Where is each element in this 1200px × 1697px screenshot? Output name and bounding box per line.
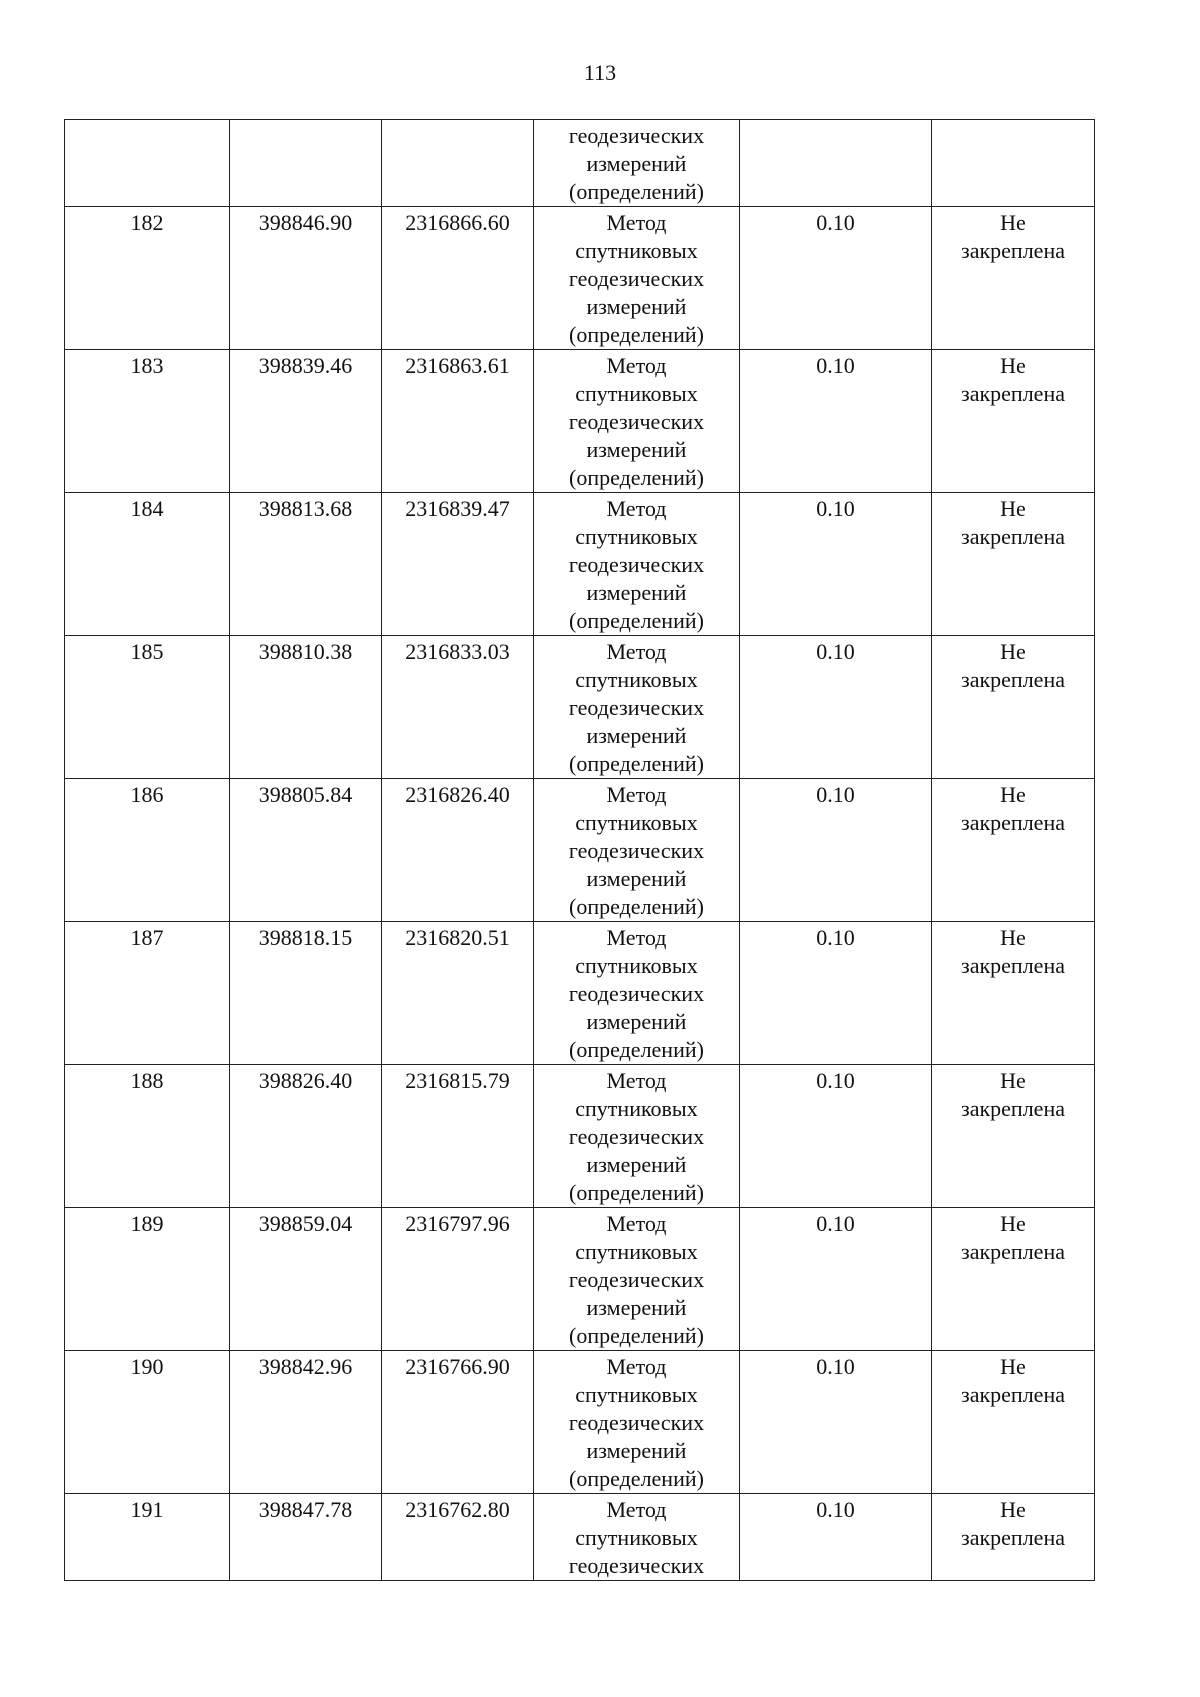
cell-accuracy: 0.10	[740, 1208, 932, 1351]
cell-x-coordinate: 398842.96	[230, 1351, 382, 1494]
fixing-line: закреплена	[961, 953, 1065, 978]
method-line: (определений)	[569, 322, 704, 347]
cell-accuracy	[740, 120, 932, 207]
cell-fixing	[932, 636, 1095, 779]
method-line: геодезических	[568, 1124, 705, 1149]
method-line: геодезических	[568, 1267, 705, 1292]
method-line: Метод	[606, 1354, 667, 1379]
table-row	[65, 636, 1095, 779]
method-line: (определений)	[569, 751, 704, 776]
cell-accuracy: 0.10	[740, 1351, 932, 1494]
fixing-line: закреплена	[961, 524, 1065, 549]
cell-y-coordinate: 2316866.60	[382, 207, 534, 350]
method-line: (определений)	[569, 465, 704, 490]
cell-x-coordinate	[230, 120, 382, 207]
cell-fixing	[932, 493, 1095, 636]
cell-y-coordinate: 2316826.40	[382, 779, 534, 922]
method-line: измерений	[586, 1438, 687, 1463]
cell-y-coordinate: 2316863.61	[382, 350, 534, 493]
cell-method	[534, 1065, 740, 1208]
page-number: 113	[583, 60, 617, 85]
cell-x-coordinate: 398810.38	[230, 636, 382, 779]
cell-accuracy: 0.10	[740, 1494, 932, 1581]
cell-fixing	[932, 1494, 1095, 1581]
fixing-line: Не	[1000, 1068, 1026, 1093]
fixing-line: закреплена	[961, 1525, 1065, 1550]
cell-point-number	[65, 120, 230, 207]
fixing-line: Не	[1000, 782, 1026, 807]
method-line: Метод	[606, 925, 667, 950]
cell-method	[534, 779, 740, 922]
cell-fixing	[932, 1208, 1095, 1351]
cell-x-coordinate: 398859.04	[230, 1208, 382, 1351]
method-line: Метод	[606, 782, 667, 807]
cell-y-coordinate: 2316833.03	[382, 636, 534, 779]
cell-accuracy: 0.10	[740, 493, 932, 636]
cell-accuracy: 0.10	[740, 922, 932, 1065]
method-line: измерений	[586, 866, 687, 891]
cell-method	[534, 1208, 740, 1351]
fixing-line: закреплена	[961, 667, 1065, 692]
cell-fixing	[932, 120, 1095, 207]
cell-y-coordinate: 2316797.96	[382, 1208, 534, 1351]
cell-fixing	[932, 350, 1095, 493]
method-line: геодезических	[568, 1553, 705, 1578]
table-row	[65, 493, 1095, 636]
method-line: спутниковых	[575, 1096, 698, 1121]
cell-fixing	[932, 922, 1095, 1065]
method-line: спутниковых	[575, 810, 698, 835]
cell-fixing	[932, 1065, 1095, 1208]
method-line: геодезических	[568, 838, 705, 863]
method-line: геодезических	[568, 981, 705, 1006]
table-row	[65, 207, 1095, 350]
method-line: измерений	[586, 580, 687, 605]
cell-method	[534, 120, 740, 207]
method-line: измерений	[586, 151, 687, 176]
cell-point-number: 186	[65, 779, 230, 922]
fixing-line: Не	[1000, 210, 1026, 235]
method-line: геодезических	[568, 409, 705, 434]
cell-y-coordinate: 2316820.51	[382, 922, 534, 1065]
cell-point-number: 184	[65, 493, 230, 636]
cell-method	[534, 207, 740, 350]
method-line: геодезических	[568, 266, 705, 291]
method-line: спутниковых	[575, 381, 698, 406]
cell-method	[534, 1494, 740, 1581]
cell-point-number: 187	[65, 922, 230, 1065]
method-line: геодезических	[568, 695, 705, 720]
method-line: измерений	[586, 437, 687, 462]
table-row	[65, 1065, 1095, 1208]
cell-point-number: 190	[65, 1351, 230, 1494]
cell-x-coordinate: 398847.78	[230, 1494, 382, 1581]
method-line: спутниковых	[575, 524, 698, 549]
method-line: измерений	[586, 723, 687, 748]
cell-fixing	[932, 779, 1095, 922]
method-line: спутниковых	[575, 238, 698, 263]
fixing-line: закреплена	[961, 238, 1065, 263]
method-line: измерений	[586, 294, 687, 319]
fixing-line: Не	[1000, 639, 1026, 664]
cell-y-coordinate: 2316839.47	[382, 493, 534, 636]
table-row	[65, 1208, 1095, 1351]
cell-point-number: 188	[65, 1065, 230, 1208]
cell-x-coordinate: 398826.40	[230, 1065, 382, 1208]
method-line: спутниковых	[575, 667, 698, 692]
fixing-line: Не	[1000, 353, 1026, 378]
method-line: (определений)	[569, 1466, 704, 1491]
cell-method	[534, 1351, 740, 1494]
method-line: (определений)	[569, 608, 704, 633]
table-row	[65, 779, 1095, 922]
method-line: геодезических	[568, 552, 705, 577]
cell-x-coordinate: 398818.15	[230, 922, 382, 1065]
cell-x-coordinate: 398839.46	[230, 350, 382, 493]
cell-y-coordinate: 2316762.80	[382, 1494, 534, 1581]
fixing-line: закреплена	[961, 381, 1065, 406]
method-line: спутниковых	[575, 1239, 698, 1264]
fixing-line: закреплена	[961, 1382, 1065, 1407]
fixing-line: Не	[1000, 1354, 1026, 1379]
method-line: геодезических	[568, 123, 705, 148]
method-line: измерений	[586, 1295, 687, 1320]
cell-accuracy: 0.10	[740, 1065, 932, 1208]
cell-method	[534, 922, 740, 1065]
cell-accuracy: 0.10	[740, 207, 932, 350]
cell-point-number: 185	[65, 636, 230, 779]
method-line: измерений	[586, 1152, 687, 1177]
fixing-line: Не	[1000, 925, 1026, 950]
fixing-line: Не	[1000, 1211, 1026, 1236]
method-line: (определений)	[569, 894, 704, 919]
method-line: спутниковых	[575, 1382, 698, 1407]
method-line: Метод	[606, 1068, 667, 1093]
method-line: спутниковых	[575, 1525, 698, 1550]
table-row	[65, 350, 1095, 493]
cell-x-coordinate: 398805.84	[230, 779, 382, 922]
method-line: измерений	[586, 1009, 687, 1034]
cell-accuracy: 0.10	[740, 636, 932, 779]
cell-method	[534, 636, 740, 779]
coordinates-table	[64, 119, 1095, 1581]
method-line: Метод	[606, 496, 667, 521]
method-line: (определений)	[569, 1037, 704, 1062]
cell-method	[534, 350, 740, 493]
method-line: (определений)	[569, 1180, 704, 1205]
method-line: геодезических	[568, 1410, 705, 1435]
table-body	[65, 120, 1095, 1581]
table-row-continuation	[65, 120, 1095, 207]
cell-x-coordinate: 398846.90	[230, 207, 382, 350]
cell-point-number: 189	[65, 1208, 230, 1351]
cell-y-coordinate: 2316766.90	[382, 1351, 534, 1494]
table-row	[65, 1351, 1095, 1494]
cell-fixing	[932, 207, 1095, 350]
cell-y-coordinate: 2316815.79	[382, 1065, 534, 1208]
table-row	[65, 922, 1095, 1065]
cell-point-number: 183	[65, 350, 230, 493]
method-line: Метод	[606, 639, 667, 664]
cell-x-coordinate: 398813.68	[230, 493, 382, 636]
cell-point-number: 191	[65, 1494, 230, 1581]
fixing-line: Не	[1000, 1497, 1026, 1522]
table-row	[65, 1494, 1095, 1581]
cell-method	[534, 493, 740, 636]
method-line: Метод	[606, 210, 667, 235]
method-line: спутниковых	[575, 953, 698, 978]
method-line: (определений)	[569, 179, 704, 204]
cell-point-number: 182	[65, 207, 230, 350]
cell-fixing	[932, 1351, 1095, 1494]
fixing-line: закреплена	[961, 1239, 1065, 1264]
fixing-line: Не	[1000, 496, 1026, 521]
method-line: Метод	[606, 1497, 667, 1522]
method-line: Метод	[606, 1211, 667, 1236]
cell-y-coordinate	[382, 120, 534, 207]
fixing-line: закреплена	[961, 1096, 1065, 1121]
cell-accuracy: 0.10	[740, 779, 932, 922]
cell-accuracy: 0.10	[740, 350, 932, 493]
fixing-line: закреплена	[961, 810, 1065, 835]
method-line: Метод	[606, 353, 667, 378]
method-line: (определений)	[569, 1323, 704, 1348]
